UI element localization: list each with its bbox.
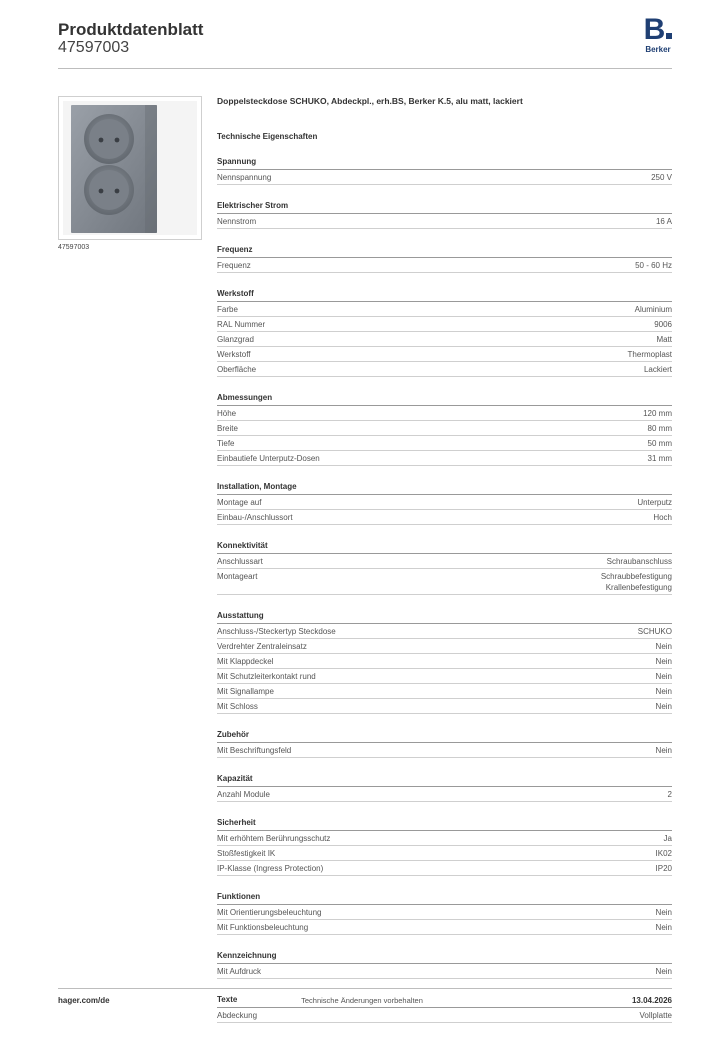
spec-value: 80 mm xyxy=(647,424,672,433)
spec-value: IK02 xyxy=(655,849,672,858)
group-title: Kapazität xyxy=(217,774,672,787)
spec-group xyxy=(217,541,672,595)
spec-row xyxy=(217,362,672,377)
group-title: Texte xyxy=(217,995,672,1008)
spec-value: 250 V xyxy=(651,173,672,182)
group-title: Kennzeichnung xyxy=(217,951,672,964)
spec-value: Aluminium xyxy=(634,305,672,314)
spec-groups xyxy=(217,157,672,1023)
spec-value: Thermoplast xyxy=(627,350,672,359)
spec-row xyxy=(217,436,672,451)
spec-label: Mit Orientierungsbeleuchtung xyxy=(217,908,322,917)
spec-label: Montage auf xyxy=(217,498,262,507)
spec-value: Nein xyxy=(655,687,672,696)
spec-label: Mit Signallampe xyxy=(217,687,274,696)
spec-value: IP20 xyxy=(655,864,672,873)
spec-label: Einbautiefe Unterputz-Dosen xyxy=(217,454,320,463)
spec-value: Lackiert xyxy=(643,365,672,374)
spec-label: Mit Funktionsbeleuchtung xyxy=(217,923,309,932)
group-title: Konnektivität xyxy=(217,541,672,554)
spec-row xyxy=(217,964,672,979)
spec-value: Schraubbefestigung Krallenbefestigung xyxy=(600,572,672,592)
spec-group xyxy=(217,951,672,979)
article-number: 47597003 xyxy=(58,39,130,56)
spec-label: Mit Klappdeckel xyxy=(217,657,274,666)
image-caption: 47597003 xyxy=(58,244,90,251)
spec-label: Einbau-/Anschlussort xyxy=(217,513,293,522)
spec-row xyxy=(217,846,672,861)
spec-row xyxy=(217,699,672,714)
group-title: Installation, Montage xyxy=(217,482,672,495)
group-title: Frequenz xyxy=(217,245,672,258)
spec-value: Nein xyxy=(655,672,672,681)
spec-group xyxy=(217,611,672,714)
spec-value: Schraubanschluss xyxy=(606,557,672,566)
spec-value: Nein xyxy=(655,923,672,932)
spec-value: Ja xyxy=(663,834,672,843)
spec-group xyxy=(217,482,672,525)
spec-label: IP-Klasse (Ingress Protection) xyxy=(217,864,324,873)
spec-row xyxy=(217,787,672,802)
spec-value: Nein xyxy=(655,702,672,711)
spec-row xyxy=(217,214,672,229)
spec-label: Werkstoff xyxy=(217,350,251,359)
spec-row xyxy=(217,451,672,466)
spec-row xyxy=(217,905,672,920)
spec-label: Mit Schutzleiterkontakt rund xyxy=(217,672,316,681)
group-title: Sicherheit xyxy=(217,818,672,831)
spec-value: 9006 xyxy=(654,320,672,329)
header-divider xyxy=(58,68,672,69)
spec-row xyxy=(217,1008,672,1023)
footer-divider xyxy=(58,988,672,989)
spec-label: Oberfläche xyxy=(217,365,257,374)
spec-row xyxy=(217,569,672,595)
spec-row xyxy=(217,861,672,876)
spec-row xyxy=(217,406,672,421)
spec-row xyxy=(217,920,672,935)
group-title: Ausstattung xyxy=(217,611,672,624)
spec-label: Tiefe xyxy=(217,439,235,448)
spec-value: 31 mm xyxy=(647,454,672,463)
spec-row xyxy=(217,317,672,332)
spec-row xyxy=(217,332,672,347)
spec-value: Nein xyxy=(655,642,672,651)
spec-label: Anzahl Module xyxy=(217,790,270,799)
spec-label: Glanzgrad xyxy=(217,335,254,344)
spec-row xyxy=(217,669,672,684)
spec-row xyxy=(217,743,672,758)
product-title: Doppelsteckdose SCHUKO, Abdeckpl., erh.BS, Berker K.5, alu matt, lackiert xyxy=(217,96,523,106)
spec-row xyxy=(217,831,672,846)
spec-value: Unterputz xyxy=(637,498,672,507)
spec-value: Nein xyxy=(655,657,672,666)
spec-value: 50 - 60 Hz xyxy=(635,261,672,270)
socket-image xyxy=(59,97,201,239)
spec-value: Vollplatte xyxy=(639,1011,672,1020)
spec-group xyxy=(217,289,672,377)
footer-date: 13.04.2026 xyxy=(631,996,672,1005)
spec-label: Breite xyxy=(217,424,238,433)
spec-label: Anschlussart xyxy=(217,557,263,566)
spec-label: Nennstrom xyxy=(217,217,257,226)
group-title: Spannung xyxy=(217,157,672,170)
footer-website[interactable]: hager.com/de xyxy=(58,996,110,1005)
group-title: Zubehör xyxy=(217,730,672,743)
berker-b-icon: B xyxy=(640,16,676,44)
spec-value: Hoch xyxy=(653,513,672,522)
spec-label: Farbe xyxy=(217,305,238,314)
spec-value: Nein xyxy=(655,908,672,917)
spec-group xyxy=(217,892,672,935)
group-title: Funktionen xyxy=(217,892,672,905)
spec-group xyxy=(217,245,672,273)
spec-group xyxy=(217,818,672,876)
spec-label: Frequenz xyxy=(217,261,251,270)
spec-row xyxy=(217,624,672,639)
section-title: Technische Eigenschaften xyxy=(217,132,318,141)
spec-label: Stoßfestigkeit IK xyxy=(217,849,276,858)
spec-label: Anschluss-/Steckertyp Steckdose xyxy=(217,627,336,636)
spec-main xyxy=(217,96,672,1039)
spec-row xyxy=(217,554,672,569)
spec-row xyxy=(217,654,672,669)
group-title: Abmessungen xyxy=(217,393,672,406)
spec-value: 50 mm xyxy=(647,439,672,448)
spec-row xyxy=(217,495,672,510)
group-title: Elektrischer Strom xyxy=(217,201,672,214)
spec-label: Nennspannung xyxy=(217,173,272,182)
spec-label: Verdrehter Zentraleinsatz xyxy=(217,642,307,651)
spec-group xyxy=(217,774,672,802)
spec-label: Abdeckung xyxy=(217,1011,258,1020)
spec-label: RAL Nummer xyxy=(217,320,266,329)
spec-row xyxy=(217,347,672,362)
berker-logo[interactable] xyxy=(640,13,676,54)
group-title: Werkstoff xyxy=(217,289,672,302)
spec-row xyxy=(217,302,672,317)
spec-value: 2 xyxy=(667,790,672,799)
logo-text: Berker xyxy=(645,45,671,54)
spec-row xyxy=(217,684,672,699)
spec-label: Höhe xyxy=(217,409,237,418)
spec-group xyxy=(217,157,672,185)
spec-label: Mit Beschriftungsfeld xyxy=(217,746,292,755)
spec-label: Mit Aufdruck xyxy=(217,967,262,976)
spec-row xyxy=(217,510,672,525)
spec-row xyxy=(217,170,672,185)
spec-label: Mit erhöhtem Berührungsschutz xyxy=(217,834,331,843)
spec-row xyxy=(217,258,672,273)
spec-group xyxy=(217,201,672,229)
spec-label: Montageart xyxy=(217,572,258,581)
spec-value: 16 A xyxy=(655,217,672,226)
spec-value: Nein xyxy=(655,967,672,976)
spec-label: Mit Schloss xyxy=(217,702,258,711)
spec-group xyxy=(217,393,672,466)
page-title: Produktdatenblatt xyxy=(58,20,204,39)
spec-value: Nein xyxy=(655,746,672,755)
spec-value: SCHUKO xyxy=(637,627,672,636)
spec-row xyxy=(217,421,672,436)
spec-value: 120 mm xyxy=(643,409,672,418)
footer-note: Technische Änderungen vorbehalten xyxy=(301,996,423,1005)
spec-group xyxy=(217,730,672,758)
spec-value: Matt xyxy=(656,335,672,344)
spec-row xyxy=(217,639,672,654)
product-image xyxy=(58,96,202,240)
